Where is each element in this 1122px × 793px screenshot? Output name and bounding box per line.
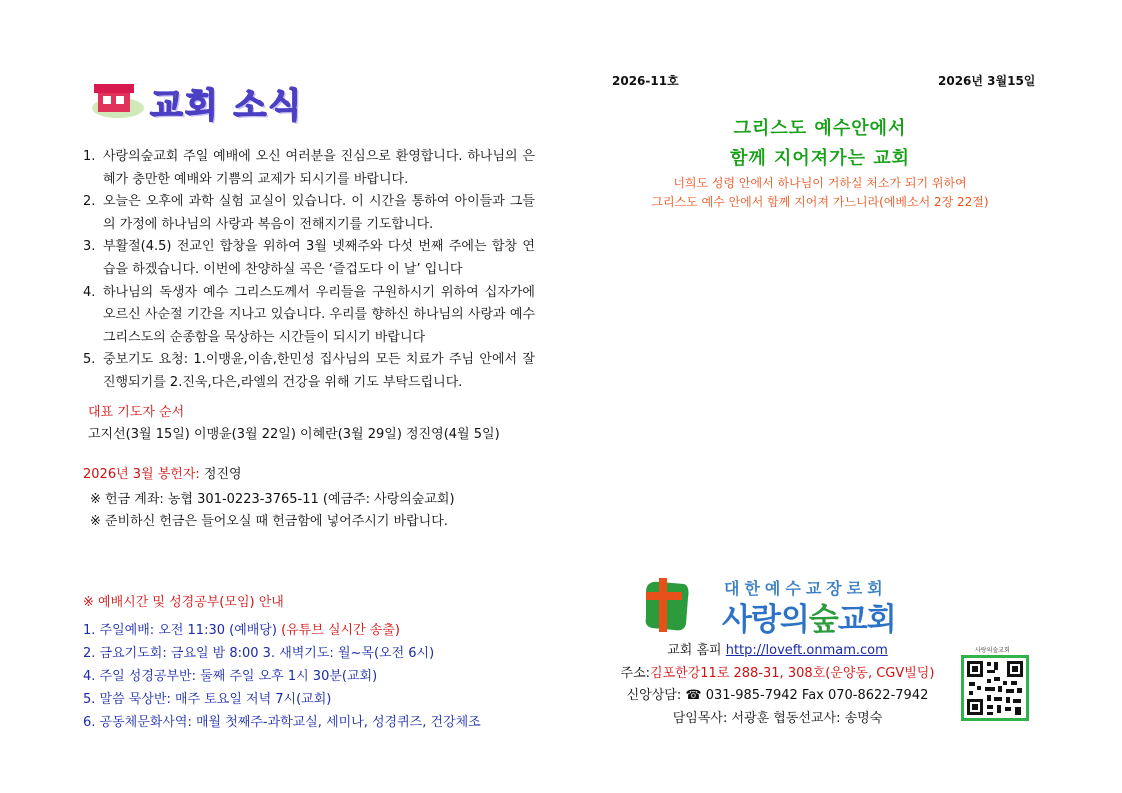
denomination-name: 대한예수교장로회 [724,579,888,598]
notice-list [83,146,535,395]
offering-notes [90,489,455,533]
prayer-order-title: 대표 기도자 순서 [88,405,185,420]
church-motto-line2: 함께 지어져가는 교회 [729,148,911,169]
worship-item-note: (유튜브 실시간 송출) [281,623,400,638]
notice-text: 부활절(4.5) 전교인 합창을 위하여 3월 넷째주와 다섯 번째 주에는 합창 연습을 하겠습니다. 이번에 찬양하실 곡은 ‘즐겁도다 이 날’ 입니다 [103,239,535,277]
worship-item-text: 1. 주일예배: 오전 11:30 (예배당) [83,623,282,638]
worship-item: 2. 금요기도회: 금요일 밤 8:00 3. 새벽기도: 월~목(오전 6시) [83,646,435,661]
worship-item: 6. 공동체문화사역: 매월 첫째주-과학교실, 세미나, 성경퀴즈, 건강체조 [83,715,481,730]
notice-text: 사랑의숲교회 주일 예배에 오신 여러분을 진심으로 환영합니다. 하나님의 은혜가 충만한 예배와 기쁨의 교제가 되시기를 바랍니다. [103,149,535,187]
worship-item: 5. 말씀 묵상반: 매주 토요일 저녁 7시(교회) [83,692,332,707]
homepage-link[interactable]: http://loveft.onmam.com [725,643,888,658]
notice-number: 3. [83,239,96,255]
offering-line [83,463,242,482]
church-name [722,594,896,639]
notice-text: 중보기도 요청: 1.이맹윤,이솜,한민성 집사님의 모든 치료가 주님 안에서 잘 진행되기를 2.진욱,다은,라엘의 건강을 위해 기도 부탁드립니다. [103,352,535,390]
notice-text: 오늘은 오후에 과학 실험 교실이 있습니다. 이 시간을 통하여 아이들과 그들의 가정에 하나님의 사랑과 복음이 전해지기를 기도합니다. [103,194,535,232]
notice-item [83,349,535,394]
notice-item [83,146,535,191]
phone-line: 신앙상담: ☎ 031-985-7942 Fax 070-8622-7942 [626,688,929,703]
contact-info [600,640,955,730]
offering-name: 정진영 [199,467,242,482]
prayer-order-list: 고지선(3월 15일) 이맹윤(3월 22일) 이혜란(3월 29일) 정진영(4월 5일) [88,427,500,442]
worship-item [83,619,481,642]
church-name-part: 숲 [808,602,838,638]
homepage-label: 교회 홈피 [667,643,726,658]
address-label: 주소: [620,665,651,681]
homepage-line [600,640,955,663]
church-name-part: 사랑의 [722,602,809,638]
issue-number: 2026-11호 [612,74,679,88]
qr-caption: 사랑의숲교회 [975,647,1010,654]
church-logo-icon [640,574,690,634]
notice-text: 하나님의 독생자 예수 그리스도께서 우리들을 구원하시기 위하여 십자가에 오르신 사순절 기간을 지나고 있습니다. 우리를 향하신 하나님의 사랑과 예수 그리스도의 순종함을 묵상하는 시간들이 되시기 바랍니다 [103,284,535,345]
notice-number: 5. [83,352,96,368]
qr-code-icon[interactable] [961,655,1029,721]
offering-box-note: ※ 준비하신 헌금은 들어오실 때 헌금함에 넣어주시기 바랍니다. [90,514,448,529]
church-motto-line1: 그리스도 예수안에서 [733,118,907,139]
issue-date: 2026년 3월15일 [938,74,1036,88]
worship-schedule-list [83,619,481,734]
notice-number: 2. [83,194,96,210]
offering-label: 2026년 3월 봉헌자: [83,467,200,482]
notice-number: 4. [83,284,96,300]
banner-title: 교회 소식 [150,86,304,126]
pastors-line: 담임목사: 서광훈 협동선교사: 송명숙 [672,710,883,726]
church-house-icon [88,80,144,120]
notice-number: 1. [83,149,96,164]
notice-item [83,191,535,236]
notice-item [83,282,535,350]
notice-item [83,236,535,281]
scripture-verse-line1: 너희도 성령 안에서 하나님이 거하실 처소가 되기 위하여 [673,176,967,190]
offering-account-note: ※ 헌금 계좌: 농협 301-0223-3765-11 (예금주: 사랑의숲교회) [90,492,455,507]
church-name-part: 교회 [837,602,896,638]
scripture-verse-line2: 그리스도 예수 안에서 함께 지어져 가느니라(에베소서 2장 22절) [651,195,989,209]
worship-schedule-title: ※ 예배시간 및 성경공부(모임) 안내 [83,595,284,610]
address-value: 김포한강11로 288-31, 308호(운양동, CGV빌딩) [650,665,935,681]
address-line [600,663,955,686]
worship-item: 4. 주일 성경공부반: 둘째 주일 오후 1시 30분(교회) [83,669,378,684]
